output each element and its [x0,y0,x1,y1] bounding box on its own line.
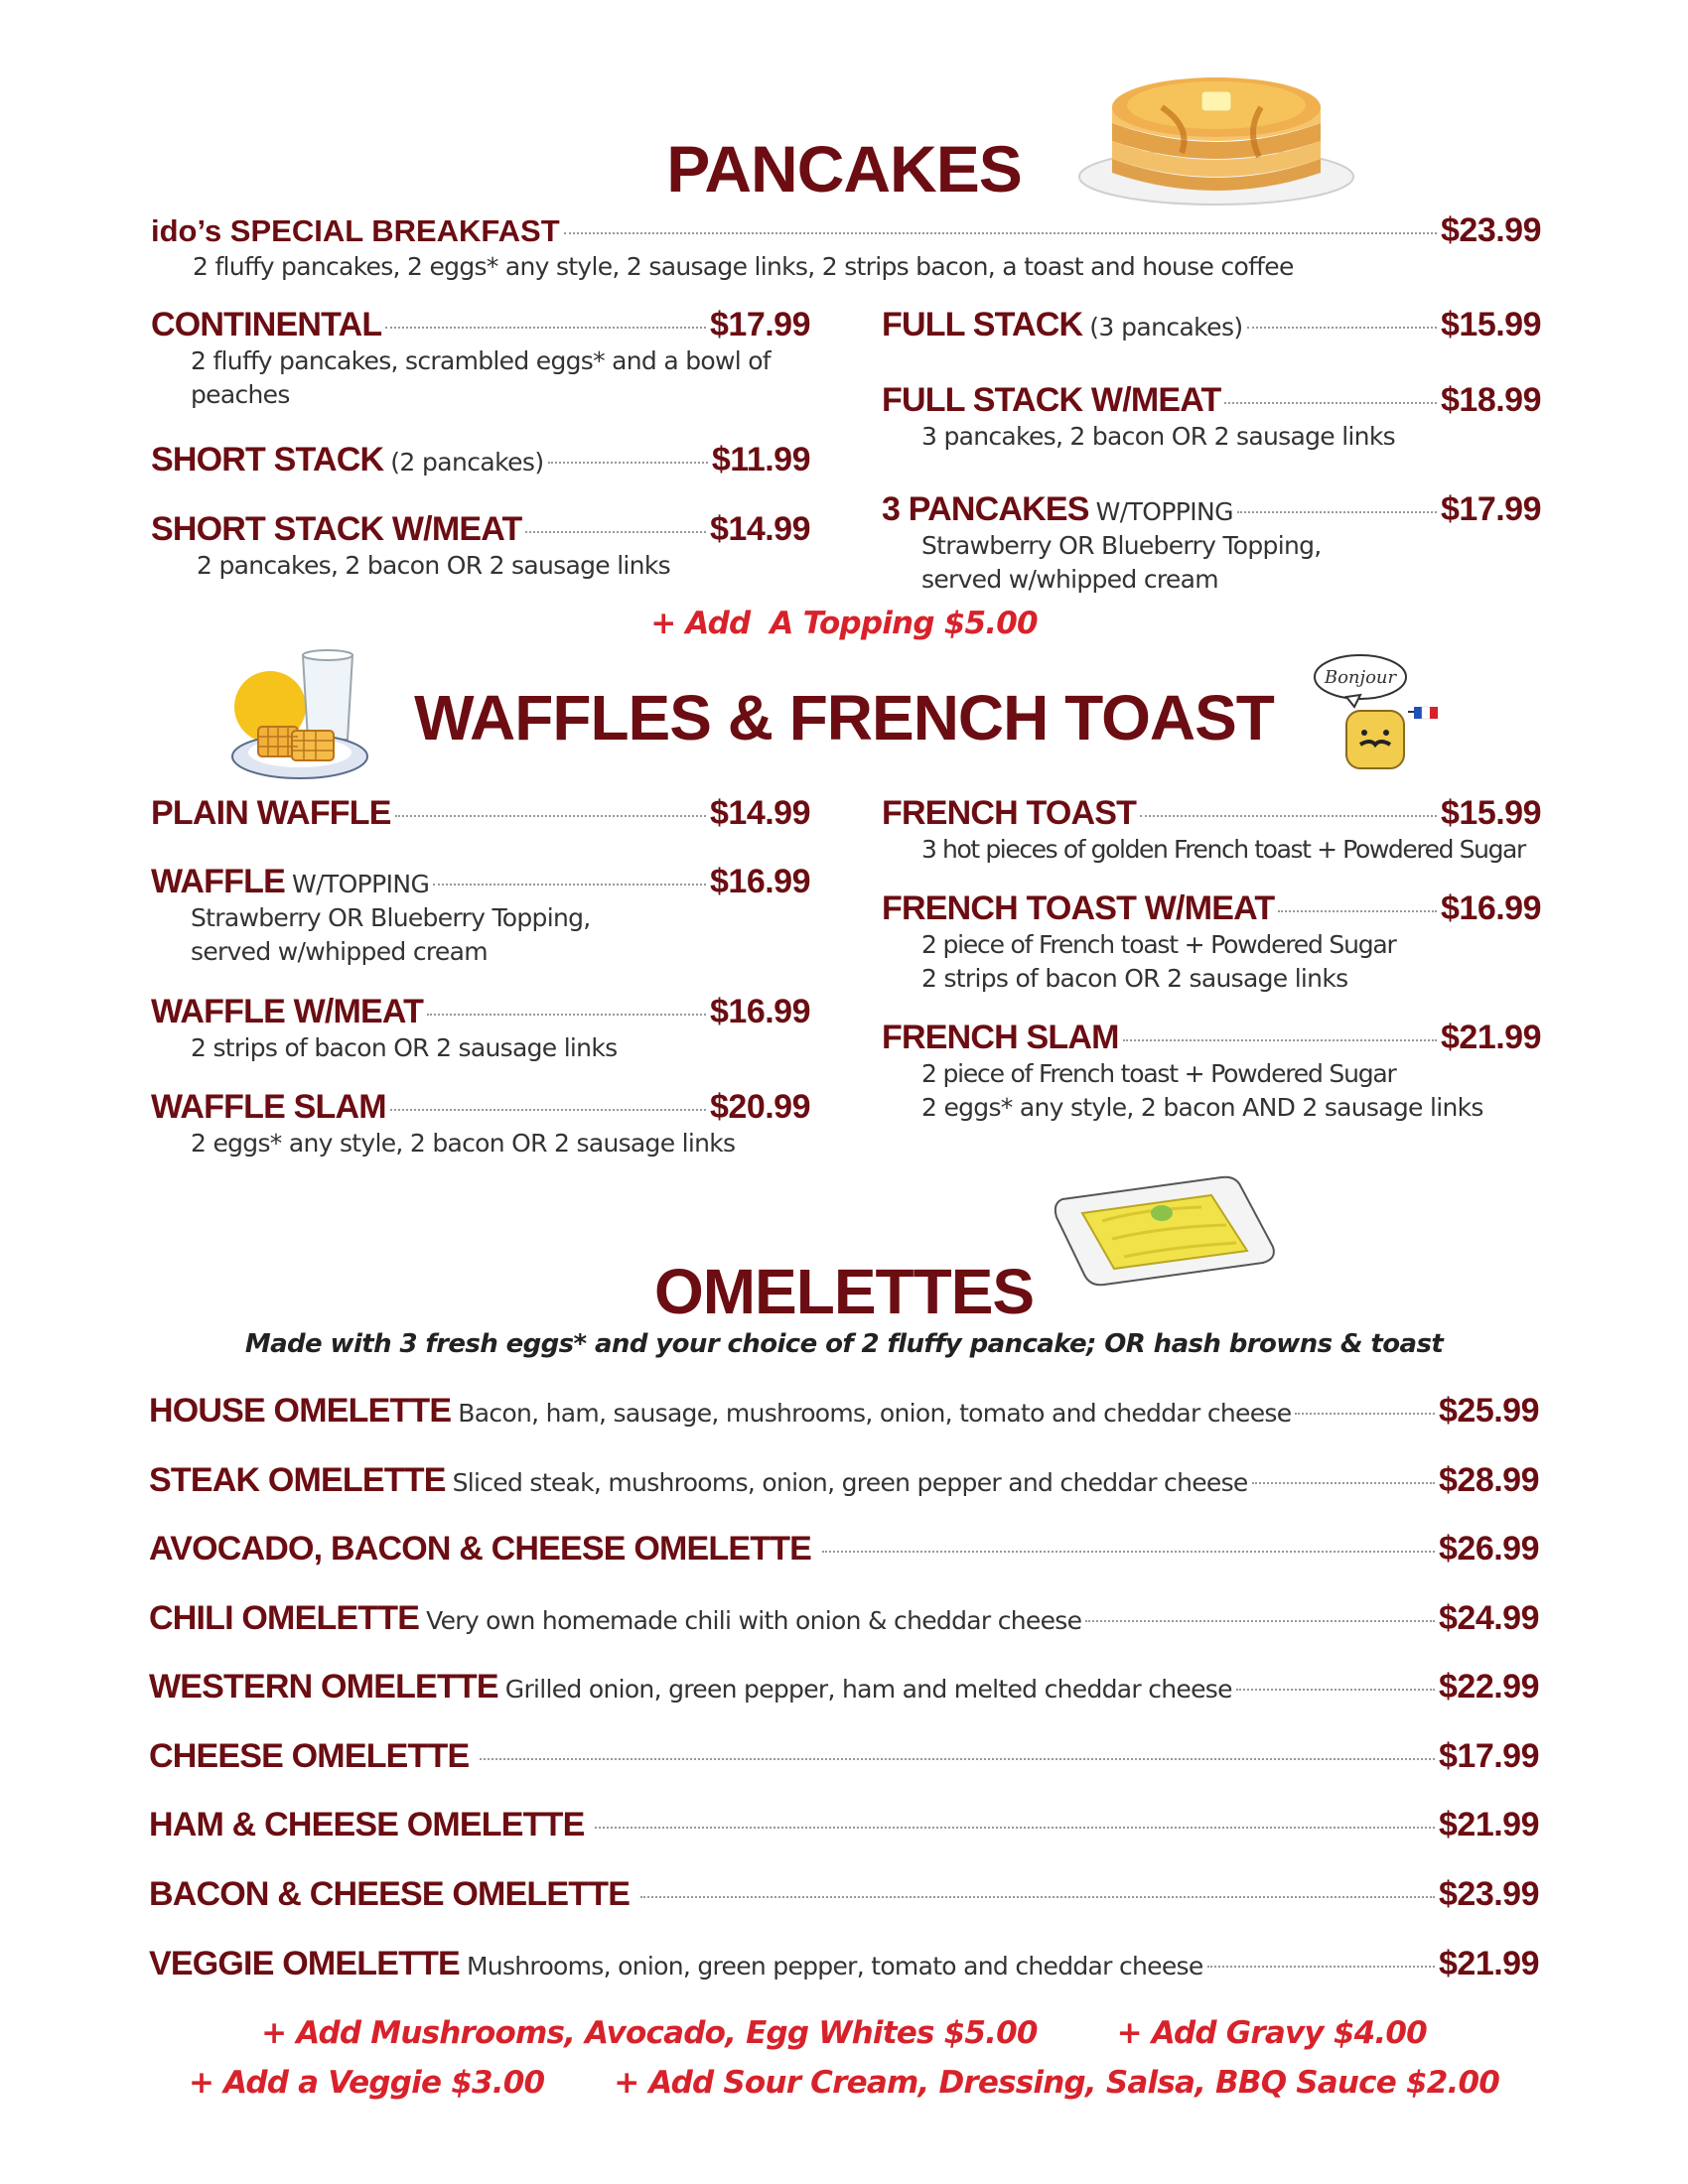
item-price: $28.99 [1439,1461,1539,1499]
pancakes-topping-note: + Add A Topping $5.00 [650,606,1038,641]
pancakes-title: PANCAKES [666,132,1022,205]
dot-leader [1237,511,1437,513]
dot-leader [640,1896,1435,1898]
item-price: $11.99 [711,441,810,478]
dot-leader [1085,1620,1435,1622]
item-price: $22.99 [1439,1668,1539,1706]
item-price: $21.99 [1439,1945,1539,1982]
omelettes-subtitle: Made with 3 fresh eggs* and your choice of 2 fluffy pancake; OR hash browns & toast [244,1329,1444,1359]
menu-item-french-slam [882,1019,1541,1125]
omelette-item [149,1875,1539,1914]
item-name: CONTINENTAL [151,306,382,343]
item-price: $21.99 [1439,1806,1539,1843]
omelette-item [149,1599,1539,1638]
dot-leader [1278,910,1437,912]
item-name: SHORT STACK W/MEAT [151,510,522,548]
menu-item-short-stack-meat [151,510,810,583]
pancake-stack-illustration [1072,68,1360,206]
item-description: Very own homemade chili with onion & cheddar cheese [426,1606,1082,1635]
item-name: FRENCH TOAST [882,794,1137,832]
dot-leader [1224,402,1437,404]
item-qualifier: (2 pancakes) [390,448,544,477]
item-price: $23.99 [1439,1875,1539,1913]
item-description: Strawberry OR Blueberry Topping, served w/whipped cream [191,903,591,966]
dot-leader [525,531,706,533]
omelette-item [149,1392,1539,1431]
dot-leader [385,327,706,329]
item-name: WAFFLE SLAM [151,1088,386,1126]
menu-item-waffle-topping [151,863,810,969]
dot-leader [548,462,708,464]
item-description-2: 2 eggs* any style, 2 bacon AND 2 sausage links [921,1093,1483,1122]
omelette-item [149,1668,1539,1706]
omelette-item [149,1737,1539,1776]
item-name: WAFFLE W/MEAT [151,993,424,1030]
mascot-speech-text: Bonjour [1324,667,1397,688]
menu-item-waffle-meat [151,993,810,1065]
item-description: Sliced steak, mushrooms, onion, green pepper and cheddar cheese [452,1468,1248,1497]
menu-item-full-stack [882,306,1541,344]
item-name: HOUSE OMELETTE [149,1392,452,1430]
item-name: WESTERN OMELETTE [149,1668,498,1706]
item-description: 2 eggs* any style, 2 bacon OR 2 sausage links [191,1129,736,1158]
dot-leader [480,1758,1435,1760]
omelettes-title: OMELETTES [653,1256,1035,1327]
menu-item-plain-waffle [151,794,810,833]
item-description: Strawberry OR Blueberry Topping, served w/whipped cream [921,531,1322,594]
item-description: Mushrooms, onion, green pepper, tomato and cheddar cheese [466,1952,1203,1980]
item-name: FRENCH TOAST W/MEAT [882,889,1275,927]
item-qualifier: W/TOPPING [1095,497,1233,526]
item-qualifier: W/TOPPING [291,870,430,898]
dot-leader [1140,815,1437,817]
omelettes-addons-note-2: + Add a Veggie $3.00 + Add Sour Cream, Dressing, Salsa, BBQ Sauce $2.00 [188,2065,1500,2101]
omelettes-addons-note-1: + Add Mushrooms, Avocado, Egg Whites $5.00 + Add Gravy $4.00 [261,2015,1427,2051]
item-description: 2 fluffy pancakes, scrambled eggs* and a bowl of peaches [191,346,771,409]
item-price: $16.99 [710,863,810,900]
item-price: $15.99 [1441,306,1541,343]
item-description-2: 2 strips of bacon OR 2 sausage links [921,964,1348,993]
dot-leader [564,232,1437,234]
item-name: 3 PANCAKES [882,490,1089,528]
item-name: STEAK OMELETTE [149,1461,446,1499]
waffles-title: WAFFLES & FRENCH TOAST [414,682,1274,753]
item-name: FRENCH SLAM [882,1019,1119,1056]
item-price: $17.99 [1439,1737,1539,1775]
item-price: $20.99 [710,1088,810,1126]
item-description: Grilled onion, green pepper, ham and melted cheddar cheese [504,1675,1232,1704]
omelette-item [149,1461,1539,1500]
item-description: 3 pancakes, 2 bacon OR 2 sausage links [921,422,1395,451]
item-price: $21.99 [1441,1019,1541,1056]
menu-item-waffle-slam [151,1088,810,1160]
item-name: FULL STACK [882,306,1083,343]
menu-item-3-pancakes-topping [882,490,1541,597]
item-price: $15.99 [1441,794,1541,832]
item-name: ido’s SPECIAL BREAKFAST [151,213,560,248]
french-toast-mascot-illustration [1309,647,1448,776]
item-price: $17.99 [1441,490,1541,528]
item-price: $17.99 [710,306,810,343]
item-name: CHILI OMELETTE [149,1599,420,1637]
dot-leader [1295,1413,1435,1415]
item-name: BACON & CHEESE OMELETTE [149,1875,631,1913]
item-name: FULL STACK W/MEAT [882,381,1221,419]
item-price: $26.99 [1439,1530,1539,1568]
omelette-item [149,1530,1539,1569]
item-price: $14.99 [710,510,810,548]
dot-leader [595,1827,1435,1829]
item-price: $16.99 [710,993,810,1030]
item-description: 2 piece of French toast + Powdered Sugar [921,930,1396,959]
menu-item-short-stack [151,441,810,479]
menu-item-french-toast-meat [882,889,1541,996]
dot-leader [390,1109,706,1111]
item-name: SHORT STACK [151,441,384,478]
item-name: WAFFLE [151,863,285,900]
menu-item-full-stack-meat [882,381,1541,454]
item-name: PLAIN WAFFLE [151,794,391,832]
item-description: 3 hot pieces of golden French toast + Powdered Sugar [921,835,1525,864]
omelette-item [149,1806,1539,1844]
item-description: 2 piece of French toast + Powdered Sugar [921,1059,1396,1088]
item-name: HAM & CHEESE OMELETTE [149,1806,585,1843]
item-description: Bacon, ham, sausage, mushrooms, onion, tomato and cheddar cheese [458,1399,1292,1428]
item-description: 2 pancakes, 2 bacon OR 2 sausage links [197,551,670,580]
dot-leader [395,815,706,817]
menu-item-french-toast [882,794,1541,867]
omelette-item [149,1945,1539,1983]
dot-leader [1252,1482,1435,1484]
dot-leader [1236,1689,1435,1691]
item-price: $16.99 [1441,889,1541,927]
item-description: 2 strips of bacon OR 2 sausage links [191,1033,618,1062]
item-qualifier: (3 pancakes) [1089,313,1243,341]
menu-item-continental [151,306,810,412]
dot-leader [1207,1966,1435,1968]
item-name: VEGGIE OMELETTE [149,1945,460,1982]
item-description: 2 fluffy pancakes, 2 eggs* any style, 2 sausage links, 2 strips bacon, a toast and house coffee [193,252,1294,281]
dot-leader [433,884,706,886]
dot-leader [1123,1039,1437,1041]
item-price: $14.99 [710,794,810,832]
dot-leader [822,1551,1435,1553]
item-price: $18.99 [1441,381,1541,419]
dot-leader [1247,327,1437,329]
item-price: $23.99 [1441,211,1541,249]
dot-leader [427,1014,706,1016]
menu-item-special-breakfast [151,211,1541,284]
item-name: CHEESE OMELETTE [149,1737,470,1775]
item-price: $24.99 [1439,1599,1539,1637]
item-name: AVOCADO, BACON & CHEESE OMELETTE [149,1530,812,1568]
item-price: $25.99 [1439,1392,1539,1430]
